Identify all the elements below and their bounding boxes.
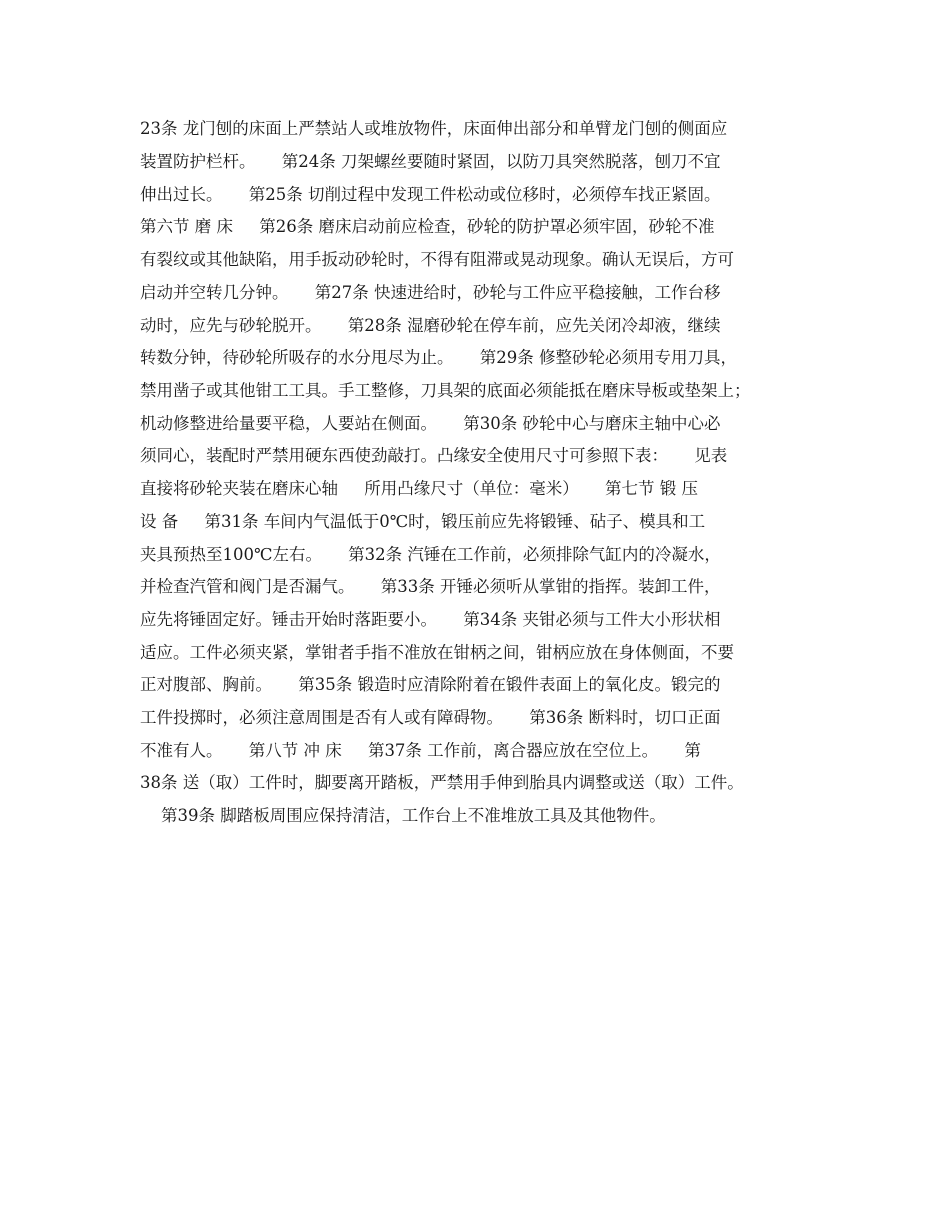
text-line-15: 并检查汽管和阀门是否漏气。 第33条 开锤必须听从掌钳的指挥。装卸工件， [140,577,721,596]
text-line-18: 正对腹部、胸前。 第35条 锻造时应清除附着在锻件表面上的氧化皮。锻完的 [140,675,721,694]
text-line-4: 第六节 磨 床 第26条 磨床启动前应检查，砂轮的防护罩必须牢固，砂轮不准 [140,217,715,236]
text-line-20: 不准有人。 第八节 冲 床 第37条 工作前，离合器应放在空位上。 第 [140,741,701,760]
text-line-16: 应先将锤固定好。锤击开始时落距要小。 第34条 夹钳必须与工件大小形状相 [140,610,721,629]
text-line-13: 设 备 第31条 车间内气温低于0℃时，锻压前应先将锻锤、砧子、模具和工 [140,512,706,531]
text-line-9: 禁用凿子或其他钳工工具。手工整修，刀具架的底面必须能抵在磨床导板或垫架上； [140,381,751,400]
text-line-6: 启动并空转几分钟。 第27条 快速进给时，砂轮与工件应平稳接触，工作台移 [140,283,721,302]
text-line-14: 夹具预热至100℃左右。 第32条 汽锤在工作前，必须排除气缸内的冷凝水， [140,545,721,564]
text-line-8: 转数分钟，待砂轮所吸存的水分甩尽为止。 第29条 修整砂轮必须用专用刀具， [140,348,737,367]
text-line-5: 有裂纹或其他缺陷，用手扳动砂轮时，不得有阻滞或晃动现象。确认无误后，方可 [140,250,734,269]
text-line-2: 装置防护栏杆。 第24条 刀架螺丝要随时紧固，以防刀具突然脱落，刨刀不宜 [140,152,721,171]
text-line-7: 动时，应先与砂轮脱开。 第28条 湿磨砂轮在停车前，应先关闭冷却液，继续 [140,316,721,335]
text-line-21: 38条 送（取）工件时，脚要离开踏板，严禁用手伸到胎具内调整或送（取）工件。 [140,773,744,792]
text-line-11: 须同心，装配时严禁用硬东西使劲敲打。凸缘安全使用尺寸可参照下表： 见表 [140,446,728,465]
text-line-12: 直接将砂轮夹装在磨床心轴 所用凸缘尺寸（单位：毫米） 第七节 锻 压 [140,479,698,498]
text-line-1: 23条 龙门刨的床面上严禁站人或堆放物件，床面伸出部分和单臂龙门刨的侧面应 [140,119,728,138]
text-line-22: 第39条 脚踏板周围应保持清洁，工作台上不准堆放工具及其他物件。 [140,806,666,825]
text-line-3: 伸出过长。 第25条 切削过程中发现工件松动或位移时，必须停车找正紧固。 [140,185,721,204]
text-line-19: 工件投掷时，必须注意周围是否有人或有障碍物。 第36条 断料时，切口正面 [140,708,721,727]
text-line-17: 适应。工件必须夹紧，掌钳者手指不准放在钳柄之间，钳柄应放在身体侧面，不要 [140,643,734,662]
text-line-10: 机动修整进给量要平稳，人要站在侧面。 第30条 砂轮中心与磨床主轴中心必 [140,414,721,433]
